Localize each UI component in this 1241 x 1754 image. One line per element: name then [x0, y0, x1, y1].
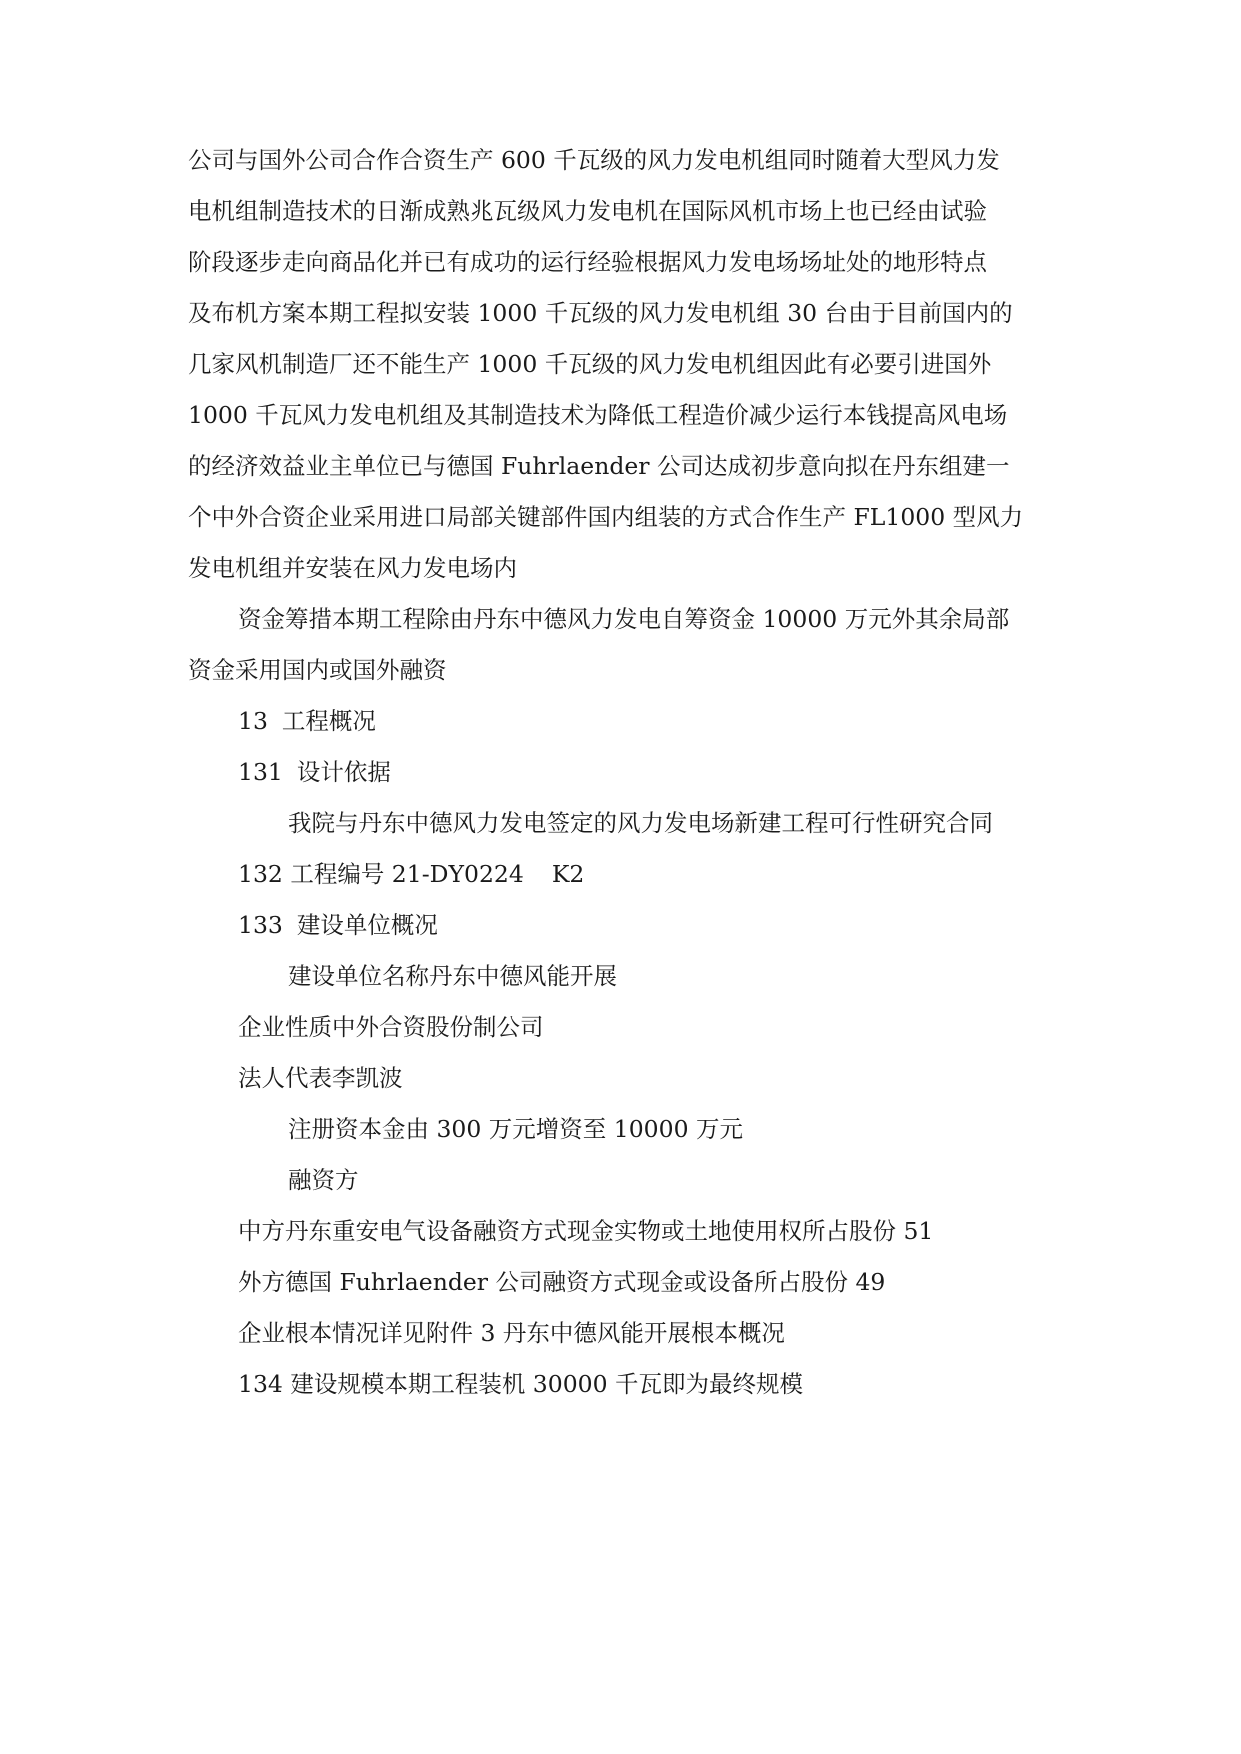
section-132-project-number [238, 852, 1058, 896]
text-line: 发电机组并安装在风力发电场内 [188, 554, 517, 582]
text-line: 及布机方案本期工程拟安装 1000 千瓦级的风力发电机组 30 台由于目前国内的 [188, 299, 1013, 327]
financing-label: 融资方 [288, 1166, 359, 1194]
section-title: 工程概况 [281, 707, 376, 735]
foreign-party: 外方德国 Fuhrlaender 公司融资方式现金或设备所占股份 49 [238, 1268, 886, 1296]
section-title: 设计依据 [296, 758, 391, 786]
section-heading-131 [238, 750, 1058, 794]
project-number-suffix: K2 [551, 860, 585, 888]
section-heading-13 [238, 699, 1058, 743]
text-line: 阶段逐步走向商品化并已有成功的运行经验根据风力发电场场址处的地形特点 [188, 248, 987, 276]
section-number: 133 [238, 911, 283, 939]
registered-capital: 注册资本金由 300 万元增资至 10000 万元 [288, 1115, 743, 1143]
text-line: 电机组制造技术的日渐成熟兆瓦级风力发电机在国际风机市场上也已经由试验 [188, 197, 987, 225]
text-line: 1000 千瓦风力发电机组及其制造技术为降低工程造价减少运行本钱提高风电场 [188, 401, 1008, 429]
section-title: 建设单位概况 [296, 911, 438, 939]
company-name: 建设单位名称丹东中德风能开展 [288, 962, 617, 990]
section-131-body: 我院与丹东中德风力发电签定的风力发电场新建工程可行性研究合同 [288, 809, 993, 837]
section-134-scale: 134 建设规模本期工程装机 30000 千瓦即为最终规模 [238, 1370, 804, 1398]
text-line: 公司与国外公司合作合资生产 600 千瓦级的风力发电机组同时随着大型风力发 [188, 146, 1000, 174]
legal-representative: 法人代表李凯波 [238, 1064, 403, 1092]
details-reference: 企业根本情况详见附件 3 丹东中德风能开展根本概况 [238, 1319, 785, 1347]
text-line: 资金筹措本期工程除由丹东中德风力发电自筹资金 10000 万元外其余局部 [238, 605, 1010, 633]
section-number: 131 [238, 758, 283, 786]
company-type: 企业性质中外合资股份制公司 [238, 1013, 544, 1041]
project-number-text: 132 工程编号 21-DY0224 [238, 860, 524, 888]
text-line: 个中外合资企业采用进口局部关键部件国内组装的方式合作生产 FL1000 型风力 [188, 503, 1024, 531]
text-line: 的经济效益业主单位已与德国 Fuhrlaender 公司达成初步意向拟在丹东组建一 [188, 452, 1010, 480]
section-number: 13 [238, 707, 268, 735]
chinese-party: 中方丹东重安电气设备融资方式现金实物或土地使用权所占股份 51 [238, 1217, 934, 1245]
section-heading-133 [238, 903, 1058, 947]
text-line: 几家风机制造厂还不能生产 1000 千瓦级的风力发电机组因此有必要引进国外 [188, 350, 992, 378]
text-line: 资金采用国内或国外融资 [188, 656, 447, 684]
